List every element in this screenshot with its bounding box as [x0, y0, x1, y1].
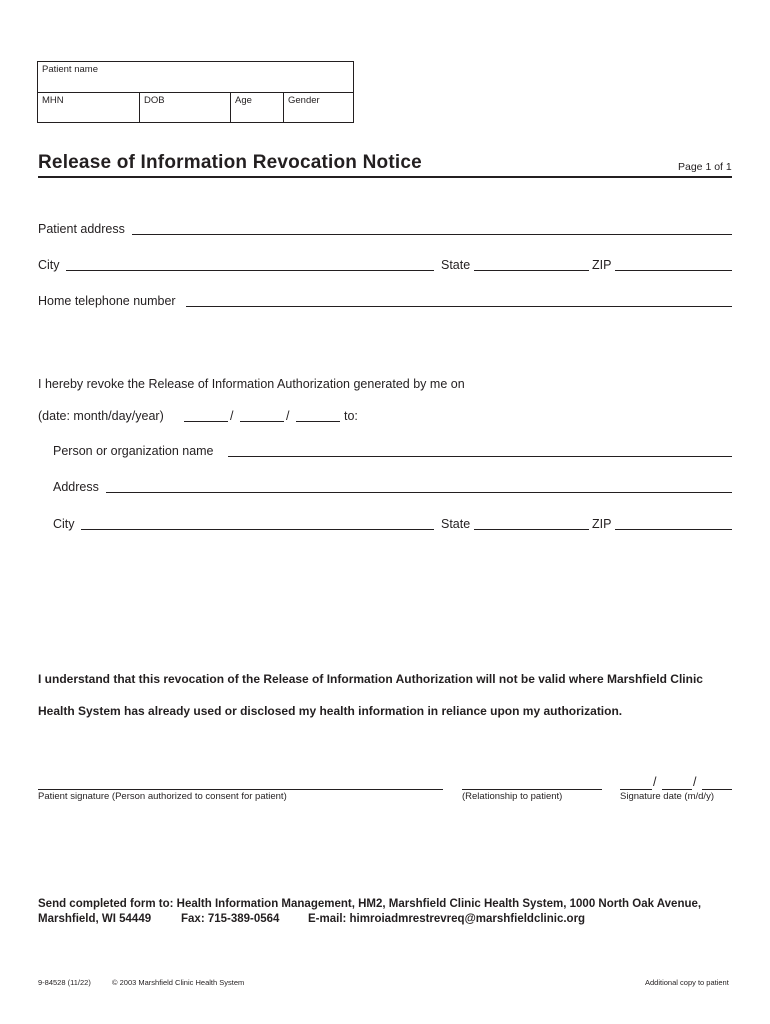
- date-slash-2: /: [286, 409, 290, 423]
- to-label: to:: [344, 409, 358, 423]
- sig-date-year-line[interactable]: [702, 789, 732, 790]
- zip-label: ZIP: [592, 258, 612, 272]
- form-number: 9-84528 (11/22): [38, 978, 91, 987]
- recipient-address-line[interactable]: [106, 492, 732, 493]
- form-title: Release of Information Revocation Notice: [38, 152, 422, 173]
- date-label: (date: month/day/year): [38, 409, 164, 423]
- send-to-city: Marshfield, WI 54449: [38, 913, 152, 925]
- patient-address-line[interactable]: [132, 234, 732, 235]
- title-rule: [38, 176, 732, 178]
- sig-date-slash-2: /: [693, 775, 697, 789]
- send-to-line-1: Send completed form to: Health Information Management, HM2, Marshfield Clinic Health System, 1000 North Oak Avenue,: [38, 898, 702, 910]
- acknowledgement-line-2: Health System has already used or disclosed my health information in reliance upon my authorization.: [38, 704, 623, 718]
- gender-field[interactable]: [284, 93, 353, 123]
- home-phone-line[interactable]: [186, 306, 732, 307]
- mhn-label: MHN: [42, 95, 64, 106]
- copyright: © 2003 Marshfield Clinic Health System: [112, 978, 245, 987]
- dob-label: DOB: [144, 95, 165, 106]
- signature-date-label: Signature date (m/d/y): [620, 791, 714, 802]
- city-label: City: [38, 258, 60, 272]
- date-year-line[interactable]: [296, 421, 340, 422]
- date-slash-1: /: [230, 409, 234, 423]
- mhn-field[interactable]: [38, 93, 140, 123]
- recipient-address-label: Address: [53, 480, 99, 494]
- state-line[interactable]: [474, 270, 589, 271]
- date-month-line[interactable]: [184, 421, 228, 422]
- zip-line[interactable]: [615, 270, 732, 271]
- send-to-fax: Fax: 715-389-0564: [181, 913, 280, 925]
- patient-name-label: Patient name: [42, 64, 98, 75]
- patient-signature-line[interactable]: [38, 789, 443, 790]
- recipient-state-line[interactable]: [474, 529, 589, 530]
- recipient-zip-line[interactable]: [615, 529, 732, 530]
- send-to-email: E-mail: himroiadmrestrevreq@marshfieldclinic.org: [308, 913, 586, 925]
- patient-signature-label: Patient signature (Person authorized to consent for patient): [38, 791, 287, 802]
- dob-field[interactable]: [140, 93, 231, 123]
- person-org-label: Person or organization name: [53, 444, 214, 458]
- relationship-label: (Relationship to patient): [462, 791, 563, 802]
- recipient-city-label: City: [53, 517, 75, 531]
- page-number: Page 1 of 1: [678, 161, 732, 173]
- age-field[interactable]: [231, 93, 284, 123]
- age-label: Age: [235, 95, 252, 106]
- copy-note: Additional copy to patient: [645, 978, 729, 987]
- sig-date-day-line[interactable]: [662, 789, 692, 790]
- date-day-line[interactable]: [240, 421, 284, 422]
- sig-date-month-line[interactable]: [620, 789, 652, 790]
- acknowledgement-line-1: I understand that this revocation of the Release of Information Authorization will not be valid where Marshfield Clinic: [38, 672, 703, 686]
- patient-name-field[interactable]: [38, 62, 353, 93]
- patient-address-label: Patient address: [38, 222, 125, 236]
- person-org-line[interactable]: [228, 456, 732, 457]
- recipient-state-label: State: [441, 517, 471, 531]
- home-phone-label: Home telephone number: [38, 294, 176, 308]
- recipient-city-line[interactable]: [81, 529, 434, 530]
- patient-info-box: [37, 61, 354, 123]
- city-line[interactable]: [66, 270, 434, 271]
- gender-label: Gender: [288, 95, 320, 106]
- recipient-zip-label: ZIP: [592, 517, 612, 531]
- state-label: State: [441, 258, 471, 272]
- sig-date-slash-1: /: [653, 775, 657, 789]
- relationship-line[interactable]: [462, 789, 602, 790]
- revocation-statement: I hereby revoke the Release of Information Authorization generated by me on: [38, 377, 465, 391]
